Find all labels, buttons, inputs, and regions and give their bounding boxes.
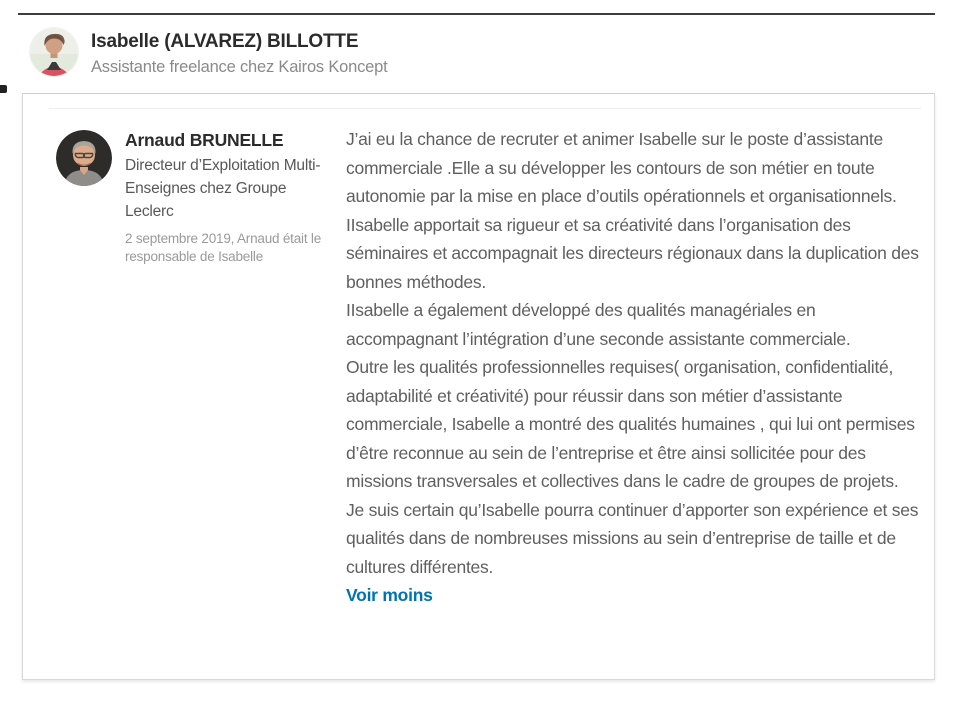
recommendation-paragraph-3: IIsabelle a également développé des qualités managériales en accompagnant l’intégration d’une seconde assistante commerciale. (346, 300, 851, 349)
recommendation-paragraph-2: IIsabelle apportait sa rigueur et sa créativité dans l’organisation des séminaires et accompagnait les directeurs régionaux dans la duplication des bonnes méthodes. (346, 214, 919, 292)
recommendation-text (346, 125, 922, 610)
profile-avatar[interactable] (30, 28, 78, 76)
recommender-title: Directeur d’Exploitation Multi-Enseignes chez Groupe Leclerc (125, 157, 321, 220)
recommendation-relationship: 2 septembre 2019, Arnaud était le responsable de Isabelle (125, 231, 322, 264)
recommender-info (125, 125, 338, 265)
man-portrait-avatar-icon (56, 130, 112, 186)
recommendation-paragraph-4: Outre les qualités professionnelles requises( organisation, confidentialité, adaptabilité et créativité) pour réussir dans son métier d’assistante commerciale, Isabelle a montré des qualités humaines , qui lui ont permises d’être reconnue au sein de l’entreprise et être ainsi sollicitée pour des missions transversales et collectives dans le cadre de groupes de projets. (346, 357, 915, 491)
recommendation-row (56, 125, 922, 610)
recommender-avatar[interactable] (56, 130, 112, 186)
top-divider (18, 13, 935, 15)
profile-header (30, 28, 388, 77)
recommender-name[interactable]: Arnaud BRUNELLE (125, 130, 284, 150)
profile-name[interactable]: Isabelle (ALVAREZ) BILLOTTE (91, 31, 359, 52)
recommendation-card (22, 93, 935, 680)
woman-portrait-avatar-icon (30, 28, 78, 76)
profile-headline: Assistante freelance chez Kairos Koncept (91, 58, 388, 76)
card-top-divider (49, 108, 921, 109)
recommender-block (56, 125, 338, 265)
recommendation-paragraph-5: Je suis certain qu’Isabelle pourra continuer d’apporter son expérience et ses qualités dans de nombreuses missions au sein d’entreprise de taille et de cultures différentes. (346, 499, 919, 577)
see-less-link[interactable]: Voir moins (346, 585, 433, 605)
profile-text-block (91, 28, 388, 77)
edge-artifact (0, 85, 7, 93)
recommendation-paragraph-1: J’ai eu la chance de recruter et animer Isabelle sur le poste d’assistante commerciale .Elle a su développer les contours de son métier en toute autonomie par la mise en place d’outils opérationnels et organisationnels. (346, 129, 897, 206)
